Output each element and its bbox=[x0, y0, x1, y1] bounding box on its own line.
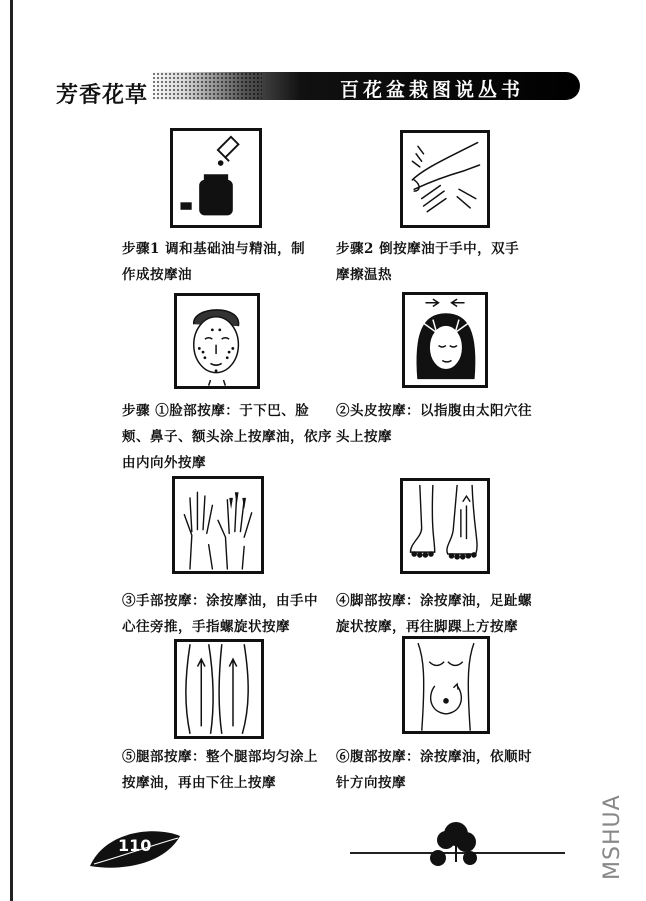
step-scalp-caption bbox=[336, 398, 566, 450]
illustration-oil-bottle bbox=[170, 128, 262, 228]
step-abdomen-caption bbox=[336, 744, 566, 796]
illustration-foot-massage bbox=[400, 478, 490, 574]
caption-line: 旋状按摩，再往脚踝上方按摩 bbox=[336, 619, 518, 635]
illustration-scalp-massage bbox=[402, 292, 488, 388]
caption-line: 作成按摩油 bbox=[122, 267, 192, 283]
caption-line: ⑥腹部按摩：涂按摩油，依顺时 bbox=[336, 749, 532, 765]
step-1-caption bbox=[122, 236, 342, 288]
caption-line: ⑤腿部按摩：整个腿部均匀涂上 bbox=[122, 749, 318, 765]
caption-line: ②头皮按摩：以指腹由太阳穴往 bbox=[336, 403, 532, 419]
caption-line: 头上按摩 bbox=[336, 429, 392, 445]
caption-line: 心往旁推，手指螺旋状按摩 bbox=[122, 619, 290, 635]
caption-line: 按摩油，再由下往上按摩 bbox=[122, 775, 276, 791]
caption-line: 摩擦温热 bbox=[336, 267, 392, 283]
caption-line: 步骤1 调和基础油与精油，制 bbox=[122, 241, 306, 257]
caption-line: 颊、鼻子、额头涂上按摩油，依序 bbox=[122, 429, 332, 445]
step-2-caption bbox=[336, 236, 566, 288]
series-right-title: 百花盆栽图说丛书 bbox=[340, 79, 525, 101]
illustration-face-massage bbox=[174, 293, 260, 389]
caption-line: ③手部按摩：涂按摩油，由手中 bbox=[122, 593, 318, 609]
caption-line: 步骤 ①脸部按摩：于下巴、脸 bbox=[122, 403, 310, 419]
header-halftone bbox=[152, 72, 262, 100]
illustration-hand-massage bbox=[172, 476, 264, 574]
caption-line: 步骤2 倒按摩油于手中，双手 bbox=[336, 241, 520, 257]
step-face-caption bbox=[122, 398, 344, 476]
step-hand-caption bbox=[122, 588, 344, 640]
caption-line: 由内向外按摩 bbox=[122, 455, 206, 471]
illustration-abdomen-massage bbox=[402, 636, 490, 734]
page-edge bbox=[10, 0, 13, 901]
caption-line: ④脚部按摩：涂按摩油，足趾螺 bbox=[336, 593, 532, 609]
page-number: 110 bbox=[118, 836, 152, 855]
flower-ornament bbox=[426, 818, 486, 868]
watermark: MSHUA bbox=[600, 794, 625, 880]
series-left-title: 芳香花草 bbox=[56, 82, 149, 108]
caption-line: 针方向按摩 bbox=[336, 775, 406, 791]
illustration-leg-massage bbox=[174, 639, 264, 739]
illustration-rubbing-hands bbox=[400, 130, 490, 228]
step-foot-caption bbox=[336, 588, 566, 640]
step-leg-caption bbox=[122, 744, 344, 796]
